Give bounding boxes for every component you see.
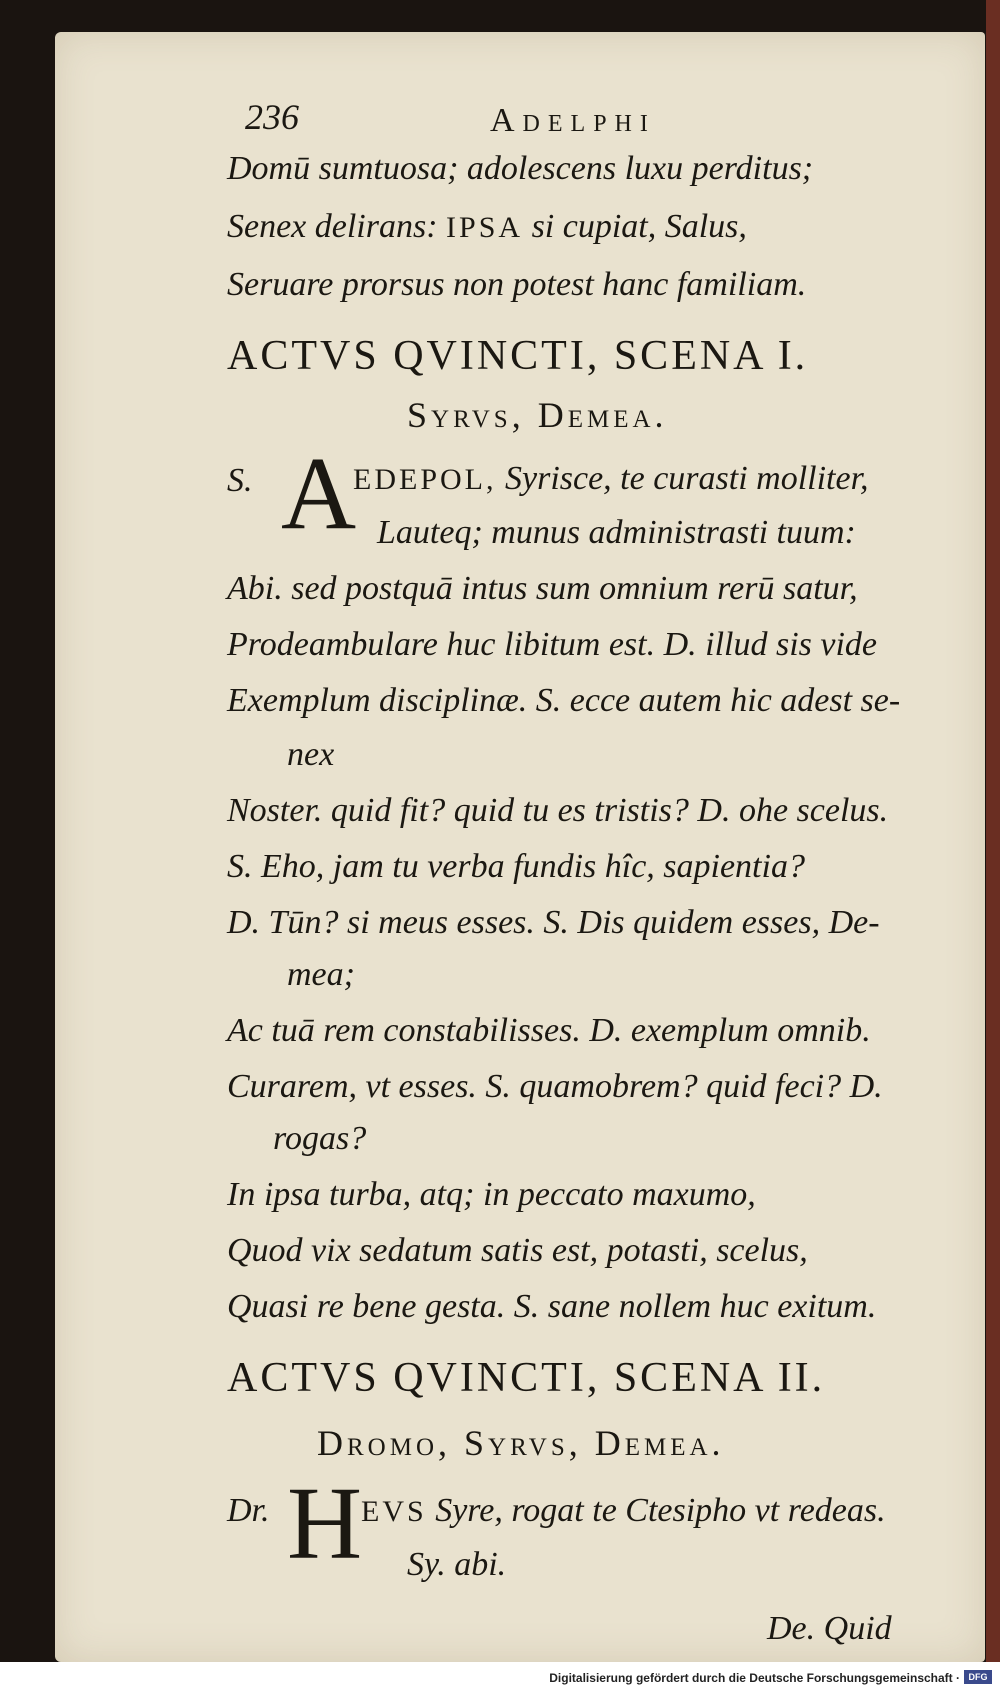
footer-credit: Digitalisierung gefördert durch die Deutsche Forschungsgemeinschaft ·: [549, 1671, 960, 1685]
verse-line: Domū sumtuosa; adolescens luxu perditus;: [227, 150, 814, 187]
verse-line: Curarem, vt esses. S. quamobrem? quid feci? D.: [227, 1068, 883, 1105]
verse-segment: Syrisce, te curasti molliter,: [496, 460, 869, 497]
verse-line: Sy. abi.: [407, 1546, 507, 1583]
verse-line: Quod vix sedatum satis est, potasti, scelus,: [227, 1232, 808, 1269]
verse-segment: si cupiat, Salus,: [523, 208, 747, 245]
verse-segment: Syre, rogat te Ctesipho vt redeas.: [426, 1492, 886, 1529]
scene-heading: ACTVS QVINCTI, SCENA II.: [227, 1355, 826, 1401]
scene-heading: ACTVS QVINCTI, SCENA I.: [227, 333, 809, 379]
verse-line: Lauteq; munus administrasti tuum:: [377, 514, 856, 551]
drop-capital: H: [287, 1466, 363, 1581]
drop-capital: A: [281, 436, 357, 551]
speaker-label: S.: [227, 462, 253, 499]
cast-list: Syrvs, Demea.: [407, 395, 668, 435]
dfg-logo: DFG: [964, 1670, 992, 1684]
verse-line: Ac tuā rem constabilisses. D. exemplum omnib.: [227, 1012, 871, 1049]
verse-line: [227, 208, 747, 246]
verse-line: In ipsa turba, atq; in peccato maxumo,: [227, 1176, 756, 1213]
verse-line: Noster. quid fit? quid tu es tristis? D. ohe scelus.: [227, 792, 889, 829]
verse-line: Exemplum disciplinæ. S. ecce autem hic adest se-: [227, 682, 901, 719]
verse-line: D. Tūn? si meus esses. S. Dis quidem esses, De-: [227, 904, 880, 941]
verse-line: S. Eho, jam tu verba fundis hîc, sapientia?: [227, 848, 805, 885]
running-head: Adelphi: [490, 102, 656, 139]
catchword: De. Quid: [767, 1610, 892, 1647]
verse-line: mea;: [287, 956, 355, 993]
verse-line: Quasi re bene gesta. S. sane nollem huc exitum.: [227, 1288, 877, 1325]
small-caps-word: EDEPOL,: [353, 463, 497, 496]
verse-line: Abi. sed postquā intus sum omnium rerū satur,: [227, 570, 858, 607]
verse-line: Seruare prorsus non potest hanc familiam.: [227, 266, 807, 303]
digitization-footer: [0, 1662, 1000, 1694]
cast-list: Dromo, Syrvs, Demea.: [317, 1423, 725, 1463]
small-caps-word: EVS: [361, 1495, 427, 1528]
verse-line: [361, 1492, 886, 1530]
verse-line: Prodeambulare huc libitum est. D. illud sis vide: [227, 626, 878, 663]
verse-line: [353, 460, 869, 498]
book-page: [55, 32, 985, 1662]
verse-segment: Senex delirans:: [227, 208, 447, 245]
book-spine-edge: [986, 0, 1000, 1694]
speaker-label: Dr.: [227, 1492, 270, 1529]
verse-line: nex: [287, 736, 335, 773]
small-caps-word: IPSA: [446, 211, 524, 244]
page-number: 236: [245, 97, 299, 137]
verse-line: rogas?: [273, 1120, 367, 1157]
